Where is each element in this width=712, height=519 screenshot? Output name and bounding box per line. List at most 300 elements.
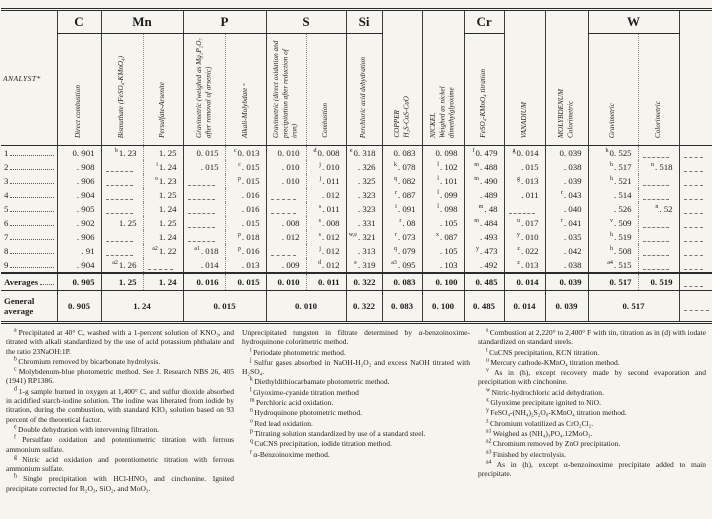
average-value-cell: 0. 015 [225,273,266,291]
value-cell [266,202,306,216]
footnote-i: $^i$ Periodate photometric method. [250,347,346,357]
value-cell: 1. 24 [143,230,183,244]
value-cell [679,230,712,244]
blank-leader [271,213,296,214]
general-average-cell: 0. 100 [422,291,464,323]
footnote-marker: r [394,190,397,197]
value-cell [679,202,712,216]
method-header-text: VANADIUM [519,101,528,138]
general-average-cell: 0. 015 [183,291,266,323]
value-cell: $^k$. 078 [382,160,422,174]
method-header-cr [464,34,504,146]
blank-leader [684,269,704,270]
value-cell: . 014 [183,258,225,273]
element-group-header-Cr: Cr [464,10,504,34]
value-cell: . 904 [57,188,101,202]
footnote-marker: q [393,176,397,183]
value-cell [679,160,712,174]
value-cell [638,174,679,188]
method-header-s_c [306,34,346,146]
footnote-marker: s [318,232,321,239]
footnote-q: $^q$ CuCNS precipitation, iodide titration method. [250,438,392,449]
value-cell [679,216,712,230]
footnote-marker: a2 [112,260,118,267]
value-cell: $^l$. 101 [422,174,464,188]
method-header-text: Colorimetric [653,100,662,138]
footnote-o: $^o$ Red lead oxidation. [250,418,313,428]
footnote-letter: s [486,327,490,334]
value-cell: . 035 [545,230,588,244]
footnote-marker: p [237,246,241,253]
dotted-leader [10,211,53,212]
dotted-leader [10,169,53,170]
footnote-y: $^y$ FeSO₄-(NH₄)₂S₂O₈-KMnO₄ titration method. [486,407,627,418]
value-cell [143,258,183,273]
footnote-p: $^p$ Titrating solution standardized by use of a standard steel. [250,428,426,438]
value-cell: 1. 25 [143,216,183,230]
blank-leader [106,185,133,186]
method-header-text: Persulfate-Arsenite [158,82,167,138]
analyst-number [1,230,57,244]
value-cell: $^j$. 010 [306,160,346,174]
value-cell: . 015 [225,216,266,230]
dotted-leader [10,183,53,184]
value-cell: . 009 [266,258,306,273]
value-cell: . 905 [57,202,101,216]
footnote-g: $^g$ Nitric acid oxidation and potentiometric titration with ferrous ammonium sulfate. [6,454,234,474]
value-cell: 0. 015 [183,146,225,161]
footnote-letter: v [486,367,495,374]
blank-leader [106,199,133,200]
value-cell: . 011 [504,188,545,202]
value-cell: . 325 [346,174,382,188]
blank-leader [643,241,669,242]
value-cell [679,258,712,273]
row-label: 4 [4,190,9,200]
footnote-letter: c [14,366,19,373]
footnote-column-1 [6,328,234,494]
method-header-text: Direct combustion [74,84,83,138]
value-cell: $^j$. 011 [306,174,346,188]
footnote-marker: r [560,218,563,225]
value-cell [638,146,679,161]
value-cell: 1. 24 [143,202,183,216]
value-cell [266,188,306,202]
footnote-marker: z [517,246,520,253]
method-header-cu [382,10,422,146]
blank-leader [684,157,704,158]
method-header-si [346,34,382,146]
general-average-label: General average [4,296,35,316]
value-cell [679,146,712,161]
analyst-row-6 [1,216,712,230]
method-header-text: FeSO₄-KMnO₄ titration [479,69,488,138]
value-cell: $^p$. 015 [225,174,266,188]
footnote-a2: $^{a2}$ Chromium removed by ZnO precipitation. [486,438,621,449]
average-value-cell: 0. 014 [504,273,545,291]
method-header-c [57,34,101,146]
blank-leader [188,241,215,242]
value-cell [183,188,225,202]
footnote-s: $^s$ Combustion at 2,220° to 2,400° F with tin, titration as in (d) with iodate standardized on standard steels. [478,327,706,347]
value-cell: $^{a3}$. 095 [382,258,422,273]
blank-leader [684,171,704,172]
value-cell: $^e$. 319 [346,258,382,273]
footnote-letter: z [486,418,491,425]
value-cell: . 904 [57,258,101,273]
footnote-x: $^x$ Glyoxime precipitate ignited to NiO. [486,397,601,408]
blank-leader [271,255,296,256]
footnote-marker: k [393,162,397,169]
footnote-letter: a [14,327,19,334]
footnote-continuation: Unprecipitated tungsten in filtrate determined by α-benzoinoxime-hydroquinone colorimetric method. [242,328,470,347]
general-average-cell: 0. 905 [57,291,101,323]
value-cell: . 038 [545,160,588,174]
blank-leader [684,255,704,256]
method-header-s_g [266,34,306,146]
value-cell: $^r$. 043 [545,188,588,202]
value-cell [679,174,712,188]
general-average-cell: 0. 517 [588,291,679,323]
value-cell: $^i$1. 24 [143,160,183,174]
row-label: 9 [4,260,9,270]
value-cell: . 326 [346,160,382,174]
value-cell: $^m$. 484 [464,216,504,230]
value-cell [183,202,225,216]
footnote-letter: y [486,407,491,414]
general-average-cell [679,291,712,323]
value-cell [183,174,225,188]
blank-leader [188,227,215,228]
analyst-column-header: ANALYST* [3,73,41,83]
footnote-marker: m [474,162,479,169]
method-header-text: Gravimetric (weighed as Mg₂P₂O₇ after removal of arsenic) [194,38,212,138]
footnote-c: $^c$ Molybdenum-blue photometric method. See J. Research NBS 26, 405 (1941) RP1386. [6,366,234,386]
footnote-marker: j [319,176,322,183]
value-cell: . 010 [266,174,306,188]
footnote-marker: r [394,232,397,239]
footnote-marker: r [399,218,402,225]
average-value-cell: 0. 010 [266,273,306,291]
value-cell: $^r$. 041 [545,216,588,230]
footnote-w: $^w$ Nitric-hydrochloric acid dehydration. [486,387,604,397]
footnote-marker: c [233,148,237,155]
footnote-marker: c [238,162,241,169]
footnote-marker: e [354,260,357,267]
value-cell: $^r$. 08 [382,216,422,230]
row-label: Averages [4,277,39,287]
average-value-cell: 0. 100 [422,273,464,291]
value-cell [101,174,143,188]
value-cell: $^{a1}$. 018 [183,244,225,258]
footnote-letter: a1 [486,428,493,435]
footnote-marker: d [313,148,317,155]
value-cell: $^x$. 087 [422,230,464,244]
average-value-cell: 1. 25 [101,273,143,291]
footnote-marker: w,e [348,232,357,239]
analytical-results-table [1,8,712,324]
method-header-mo [545,10,588,146]
footnote-marker: m [474,218,479,225]
value-cell: $^{a4}$. 515 [588,258,638,273]
blank-leader [684,213,704,214]
analyst-number [1,160,57,174]
value-cell: $^n$. 52 [638,202,679,216]
footnote-d: $^d$ 1-g sample burned in oxygen at 1,400° C, and sulfur dioxide absorbed in acidified starch-iodine solution. The iodine was liberated from iodide by titration, during the combustion, with standard KIO₃ solution based on 93 percent of the theoretical factor. [6,386,234,424]
value-cell: . 015 [504,160,545,174]
footnote-n: $^n$ Hydroquinone photometric method. [250,407,363,418]
average-value-cell: 1. 24 [143,273,183,291]
footnote-marker: m [478,204,484,211]
footnote-marker: l [437,190,439,197]
element-group-header-P: P [183,10,266,34]
footnote-marker: a2 [152,246,158,253]
footnote-letter: e [14,424,19,431]
footnote-letter: l [250,387,254,394]
footnote-marker: p [237,176,241,183]
analyst-number [1,174,57,188]
averages-row [1,273,712,291]
footnote-marker: v [609,218,613,225]
analyst-number [1,146,57,161]
footnote-marker: j [319,162,321,169]
footnote-marker: a1 [194,246,200,253]
footnote-marker: s [318,204,322,211]
value-cell: . 489 [464,188,504,202]
value-cell: . 105 [422,216,464,230]
blank-leader [188,185,215,186]
value-cell: . 039 [545,174,588,188]
value-cell: $^j$. 012 [306,244,346,258]
footnote-marker: f [472,148,475,155]
value-cell: $^o$1. 23 [143,174,183,188]
analyst-row-3 [1,174,712,188]
footnote-marker: j [319,246,321,253]
footnote-l: $^l$ Glyoxime-cyanide titration method [250,387,359,397]
value-cell: $^h$. 521 [588,174,638,188]
row-label: 7 [4,232,9,242]
value-cell: $^{a2}$1. 22 [143,244,183,258]
footnote-letter: x [486,397,491,404]
blank-leader [148,269,173,270]
blank-leader [643,185,669,186]
footnote-letter: m [250,397,256,404]
footnote-marker: q [393,246,397,253]
average-value-cell: 0. 905 [57,273,101,291]
footnote-marker: m [474,176,479,183]
blank-leader [106,213,133,214]
value-cell: $^l$. 099 [422,188,464,202]
value-cell [183,216,225,230]
value-cell: . 492 [464,258,504,273]
method-header-ni [422,10,464,146]
value-cell [183,230,225,244]
analyst-number [1,244,57,258]
element-group-header-Si: Si [346,10,382,34]
blank-leader [106,255,133,256]
footnote-letter: r [250,449,254,456]
value-cell: $^s$. 012 [306,230,346,244]
element-group-header-W: W [588,10,679,34]
value-cell [101,230,143,244]
value-cell [101,160,143,174]
value-cell: $^h$. 519 [588,230,638,244]
value-cell: $^{a2}$1. 26 [101,258,143,273]
footnote-marker: i [156,162,158,169]
method-header-p_g [183,34,225,146]
analyst-row-5 [1,202,712,216]
footnotes-section [1,324,711,494]
footnote-letter: n [250,407,255,414]
footnote-marker: a4 [607,260,613,267]
value-cell: $^z$. 022 [504,244,545,258]
value-cell [638,244,679,258]
method-header-text: Gravimetric [608,102,617,138]
footnote-marker: p [237,232,241,239]
value-cell [638,188,679,202]
analyst-number [1,188,57,202]
value-cell: $^m$. 48 [464,202,504,216]
analyst-row-7 [1,230,712,244]
footnote-marker: b [114,148,118,155]
value-cell: $^d$. 012 [306,258,346,273]
footnote-e: $^e$ Double dehydration with intervening filtration. [14,424,160,434]
average-value-cell [679,273,712,291]
value-cell: $^e$0. 318 [346,146,382,161]
value-cell: $^d$0. 008 [306,146,346,161]
footnote-r: $^r$ α-Benzoinoxime method. [250,449,330,459]
footnote-letter: g [14,454,23,461]
value-cell [638,216,679,230]
footnote-m: $^m$ Perchloric acid oxidation. [250,397,334,408]
average-value-cell: 0. 011 [306,273,346,291]
footnote-a: $^a$ Precipitated at 40° C, washed with a 1-percent solution of KNO₃, and titrated with alkali standardized by the use of acid potassium phthalate and the ratio 23NaOH:1P. [6,327,234,356]
value-cell: $^h$0. 525 [588,146,638,161]
value-cell: $^q$. 082 [382,174,422,188]
footnote-marker: e [349,148,353,155]
blank-leader [684,227,704,228]
blank-leader [509,213,535,214]
analyst-row-9 [1,258,712,273]
average-value-cell: 0. 322 [346,273,382,291]
footnote-letter: o [250,418,255,425]
value-cell: . 010 [266,160,306,174]
value-cell: $^q$. 079 [382,244,422,258]
value-cell [679,188,712,202]
footnote-u: $^u$ Mercury cathode-KMnO₄ titration method. [486,357,620,367]
value-cell: . 038 [545,258,588,273]
value-cell: $^b$1. 23 [101,146,143,161]
value-cell: . 008 [266,216,306,230]
footnote-marker: n [650,162,654,169]
footnote-marker: l [437,176,439,183]
footnote-a1: $^{a1}$ Weighed as (NH₄)₃PO₄.12MoO₃. [486,428,593,438]
value-cell: $^m$. 490 [464,174,504,188]
value-cell: $^r$. 073 [382,230,422,244]
blank-leader [188,199,215,200]
value-cell: 1. 25 [143,146,183,161]
value-cell: . 105 [422,244,464,258]
row-label: 5 [4,204,9,214]
dotted-leader [10,197,53,198]
value-cell: . 493 [464,230,504,244]
value-cell: 0. 901 [57,146,101,161]
footnote-marker: u [516,218,520,225]
method-header-p_a [225,34,266,146]
footnote-b: $^b$ Chromium removed by bicarbonate hydrolysis. [14,356,161,366]
footnote-marker: s [318,218,321,225]
footnote-t: $^t$ CuCNS precipitation, KCN titration. [486,347,600,357]
value-cell: $^h$. 508 [588,244,638,258]
analyst-row-1 [1,146,712,161]
value-cell: $^v$. 509 [588,216,638,230]
value-cell: $^r$. 087 [382,188,422,202]
footnote-marker: h [605,148,609,155]
analyst-row-8 [1,244,712,258]
method-header-text: Perchloric acid dehydration [359,56,368,138]
blank-leader [271,199,296,200]
value-cell: $^{w,e}$. 321 [346,230,382,244]
average-value-cell: 0. 039 [545,273,588,291]
value-cell [638,230,679,244]
method-header-text: Alkali-Molybdate ᵃ [240,83,249,138]
value-cell: $^u$. 017 [504,216,545,230]
value-cell: 1. 25 [143,188,183,202]
blank-leader [106,171,133,172]
value-cell: 0. 083 [382,146,422,161]
average-value-cell: 0. 517 [588,273,638,291]
dotted-leader [10,155,53,156]
method-header-w_c [638,34,679,146]
value-cell: $^m$. 488 [464,160,504,174]
footnote-letter: b [14,356,19,363]
value-cell: $^z$. 013 [504,258,545,273]
footnote-letter: k [250,376,255,383]
blank-leader [106,241,133,242]
footnote-marker: l [437,162,439,169]
analyst-number [1,202,57,216]
value-cell: . 908 [57,160,101,174]
method-header-text: Bismuthate (FeSO₄-KMnO₄) [117,55,126,138]
value-cell: 0. 010 [266,146,306,161]
value-cell [101,244,143,258]
general-average-row [1,291,712,323]
value-cell: . 040 [545,202,588,216]
blank-leader [643,157,669,158]
empty-trailing-column-header [679,10,712,146]
average-value-cell: 0. 519 [638,273,679,291]
value-cell: . 906 [57,174,101,188]
footnote-marker: l [437,204,439,211]
value-cell: $^t$. 091 [382,202,422,216]
value-cell: . 016 [225,202,266,216]
value-cell [101,202,143,216]
value-cell: $^p$. 018 [225,230,266,244]
value-cell [679,244,712,258]
value-cell: . 103 [422,258,464,273]
value-cell: . 91 [57,244,101,258]
blank-leader [684,241,704,242]
value-cell: . 013 [225,258,266,273]
footnote-column-2 [242,328,470,494]
method-header-text: NICKEL Weighed as nickel dimethylglyoxime [428,86,456,138]
blank-leader [643,227,669,228]
footnote-letter: a2 [486,438,493,445]
blank-leader [684,185,704,186]
footnote-marker: z [517,260,520,267]
element-group-header-Mn: Mn [101,10,183,34]
blank-leader [643,255,669,256]
